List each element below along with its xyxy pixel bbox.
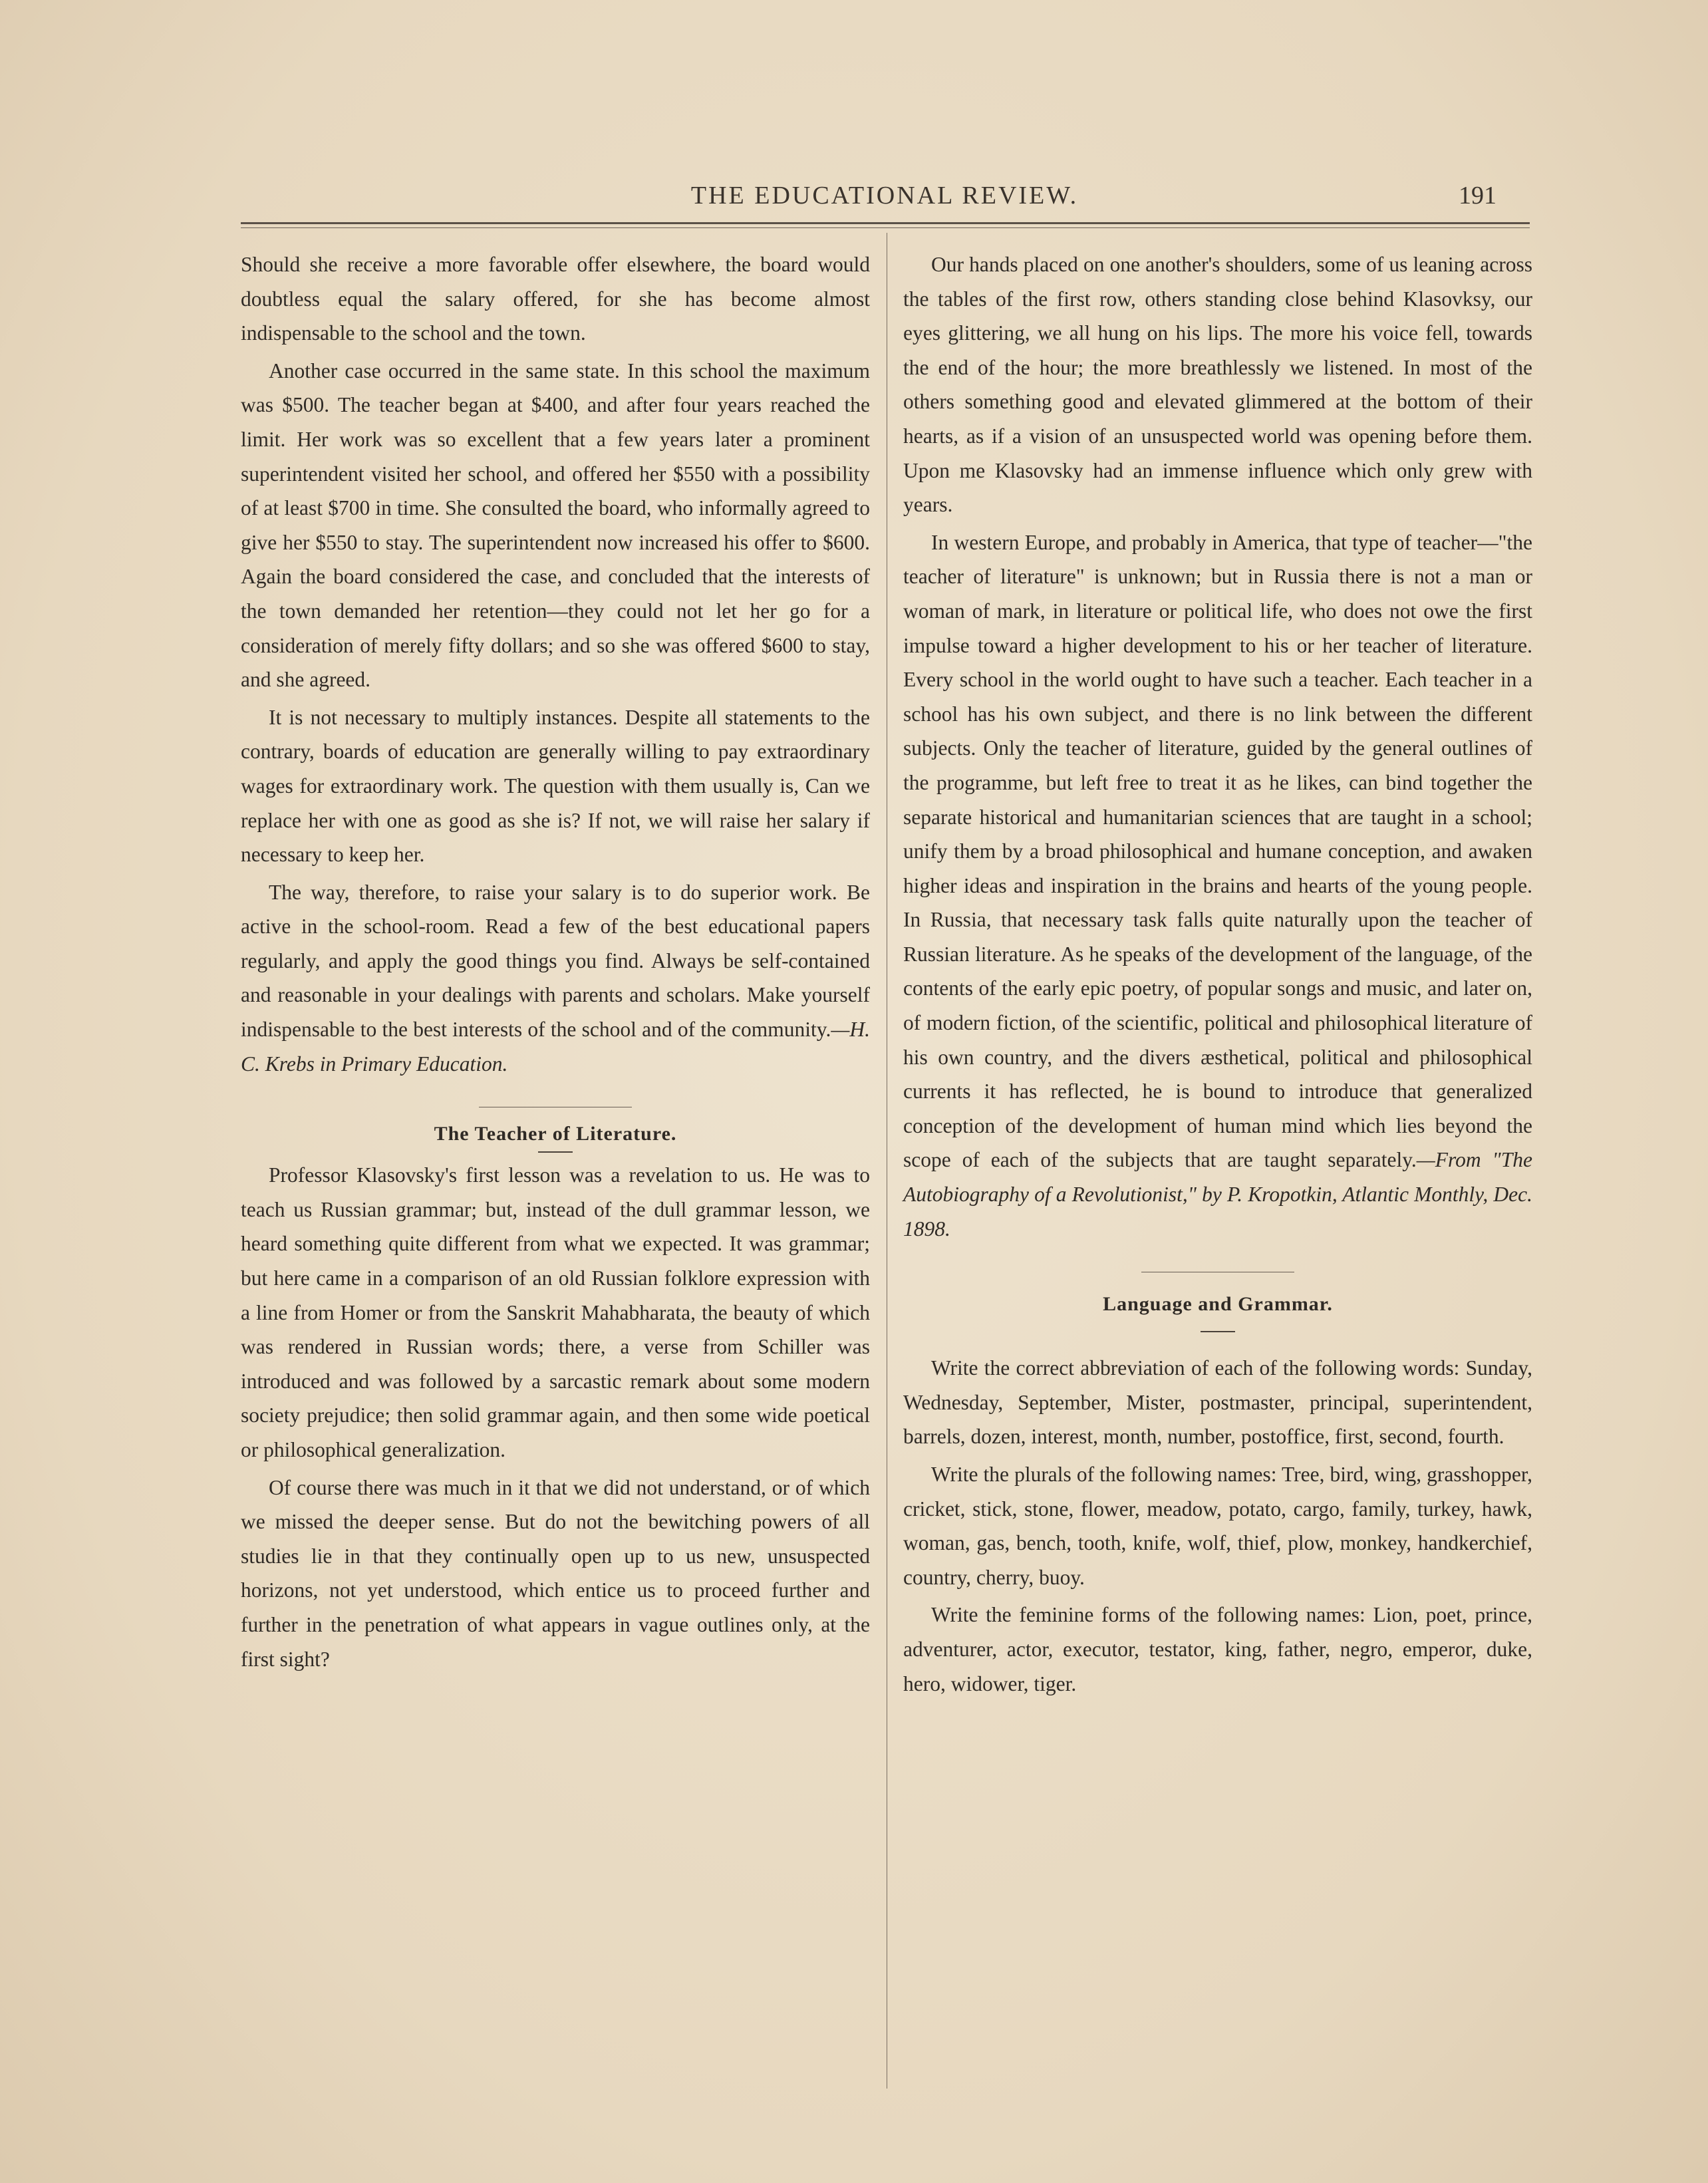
left-paragraph-3: It is not necessary to multiply instances. Despite all statements to the contrary, boards of education are generally willing to pay extraordinary wages for extraordinary work. The question with them usually is, Can we replace her with one as good as she is? If not, we will raise her salary if necessary to keep her.: [241, 705, 870, 867]
left-paragraph-4: [241, 875, 870, 1082]
right-paragraph-2-text: In western Europe, and probably in America, that type of teacher—"the teacher of literature" is unknown; but in Russia there is not a man or woman of mark, in literature or political life, who does not owe the first impulse toward a higher development to his or her teacher of literature. Every school in the world ought to have such a teacher. Each teacher in a school has his own subject, and there is no link between the different subjects. Only the teacher of literature, guided by the general outlines of the programme, but left free to treat it as he likes, can bind together the separate historical and humanitarian sciences that are taught in a school; unify them by a broad philosophical and humane conception, and awaken higher ideas and inspiration in the brains and hearts of the young people. In Russia, that necessary task falls quite naturally upon the teacher of Russian literature. As he speaks of the development of the language, of the contents of the early epic poetry, of popular songs and music, and later on, of modern fiction, of the scientific, political and philosophical literature of his own country, and the divers æsthetical, political and philosophical currents it has reflected, he is bound to introduce that generalized conception of the development of human mind which lies beyond the scope of each of the subjects that are taught separately.: [903, 530, 1532, 1172]
header-rule: [241, 222, 1530, 224]
left-paragraph-6: Of course there was much in it that we did not understand, or of which we missed the deeper sense. But do not the bewitching powers of all studies lie in that they continually open up to us new, unsuspected horizons, not yet understood, which entice us to proceed further and further in the penetration of what appears in vague outlines only, at the first sight?: [241, 1475, 870, 1671]
source-citation-kropotkin: —From "The Autobiography of a Revolutionist," by P. Kropotkin, Atlantic Monthly, Dec. 1898.: [903, 1148, 1532, 1240]
right-paragraph-1: Our hands placed on one another's shoulders, some of us leaning across the tables of the first row, others standing close behind Klasovksy, our eyes glittering, we all hung on his lips. The more his voice fell, towards the end of the hour; the more breathlessly we listened. In most of the others something good and elevated glimmered at the bottom of their hearts, as if a vision of an unsuspected world was opening before them. Upon me Klasovsky had an immense influence which only grew with years.: [903, 253, 1532, 517]
left-paragraph-4-text: The way, therefore, to raise your salary is to do superior work. Be active in the school-room. Read a few of the best educational papers regularly, and apply the good things you find. Always be self-contained and reasonable in your dealings with parents and scholars. Make yourself indispensable to the best interests of the school and of the community.: [241, 880, 870, 1042]
page-header: [239, 181, 1530, 221]
right-paragraph-2: [903, 525, 1532, 1246]
right-paragraph-4: Write the plurals of the following names: Tree, bird, wing, grasshopper, cricket, stick, stone, flower, meadow, potato, cargo, family, turkey, hawk, woman, gas, bench, tooth, knife, wolf, thief, plow, monkey, handkerchief, country, cherry, buoy.: [903, 1463, 1532, 1589]
right-column: [903, 247, 1532, 1704]
left-column: [241, 247, 870, 1679]
left-paragraph-5: Professor Klasovsky's first lesson was a revelation to us. He was to teach us Russian grammar; but, instead of the dull grammar lesson, we heard something quite different from what we expected. It was grammar; but here came in a comparison of an old Russian folklore expression with a line from Homer or from the Sanskrit Mahabharata, the beauty of which was rendered in Russian words; there, a verse from Schiller was introduced and was followed by a sarcastic remark about some modern society prejudice; then solid grammar again, and then some wide poetical or philosophical generalization.: [241, 1163, 870, 1461]
right-paragraph-5: Write the feminine forms of the following names: Lion, poet, prince, adventurer, actor, executor, testator, king, father, negro, emperor, duke, hero, widower, tiger.: [903, 1603, 1532, 1695]
header-rule-thin: [241, 227, 1530, 228]
left-paragraph-2: Another case occurred in the same state. In this school the maximum was $500. The teacher began at $400, and after four years reached the limit. Her work was so excellent that a few years later a prominent superintendent visited her school, and offered her $550 with a possibility of at least $700 in time. She consulted the board, who informally agreed to give her $550 to stay. The superintendent now increased his offer to $600. Again the board considered the case, and concluded that the interests of the town demanded her retention—they could not let her go for a consideration of merely fifty dollars; and so she was offered $600 to stay, and she agreed.: [241, 359, 870, 692]
page-number: 191: [1459, 182, 1496, 210]
section-title-language-and-grammar: Language and Grammar.: [1103, 1293, 1333, 1316]
section-title-teacher-of-literature: The Teacher of Literature.: [434, 1123, 677, 1145]
right-paragraph-3: Write the correct abbreviation of each of the following words: Sunday, Wednesday, September, Mister, postmaster, principal, superintendent, barrels, dozen, interest, month, number, postoffice, first, second, fourth.: [903, 1356, 1532, 1449]
left-paragraph-1: Should she receive a more favorable offer elsewhere, the board would doubtless equal the salary offered, for she has become almost indispensable to the school and the town.: [241, 253, 870, 345]
running-title: THE EDUCATIONAL REVIEW.: [690, 182, 1079, 210]
source-citation-krebs: —H. C. Krebs in Primary Education.: [241, 1018, 870, 1076]
